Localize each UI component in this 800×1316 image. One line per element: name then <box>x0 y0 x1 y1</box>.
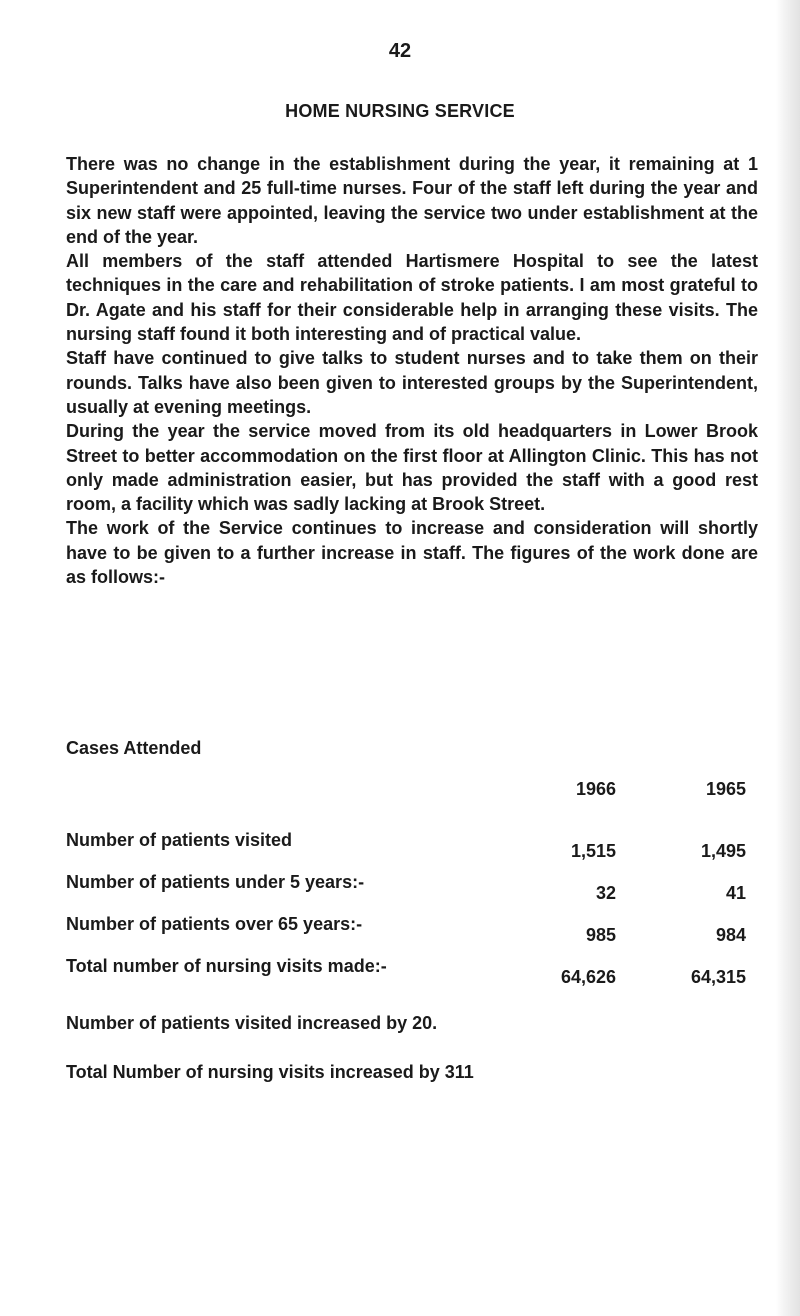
cases-attended-table <box>66 779 746 998</box>
page-number: 42 <box>388 40 412 62</box>
row-label: Number of patients under 5 years:- <box>66 872 365 892</box>
page-title: HOME NURSING SERVICE <box>285 101 515 121</box>
value-1965: 1,495 <box>700 840 746 861</box>
paragraph-headquarters: During the year the service moved from its old headquarters in Lower Brook Street to better accommodation on the first floor at Allington Clinic. This has not only made administration easier, but has provided the staff with a good rest room, a facility which was sadly lacking at Brook Street. <box>66 421 758 515</box>
note-patients-increase: Number of patients visited increased by 20. <box>66 1013 438 1033</box>
table-row <box>66 914 746 956</box>
cases-attended-title: Cases Attended <box>66 738 202 758</box>
row-label: Number of patients visited <box>66 830 293 850</box>
value-1965: 41 <box>725 882 746 903</box>
table-row <box>66 830 746 872</box>
note-visits-increase: Total Number of nursing visits increased by 311 <box>66 1062 474 1082</box>
body-text <box>66 152 758 589</box>
value-1966: 32 <box>595 882 616 903</box>
value-1965: 64,315 <box>690 966 746 987</box>
value-1966: 985 <box>585 924 616 945</box>
row-label: Total number of nursing visits made:- <box>66 956 387 976</box>
row-label: Number of patients over 65 years:- <box>66 914 363 934</box>
paragraph-hospital-visit: All members of the staff attended Hartismere Hospital to see the latest techniques in the care and rehabilitation of stroke patients. I am most grateful to Dr. Agate and his staff for their considerable help in arranging these visits. The nursing staff found it both interesting and of practical value. <box>66 251 758 345</box>
value-1966: 1,515 <box>570 840 616 861</box>
table-row <box>66 872 746 914</box>
column-header-1965: 1965 <box>705 779 746 799</box>
column-header-1966: 1966 <box>575 779 616 799</box>
paragraph-workload: The work of the Service continues to increase and consideration will shortly have to be given to a further increase in staff. The figures of the work done are as follows:- <box>66 518 758 588</box>
value-1965: 984 <box>715 924 746 945</box>
table-header-label <box>66 779 496 823</box>
table-header-row <box>66 779 746 823</box>
page-edge <box>776 0 800 1316</box>
paragraph-establishment: There was no change in the establishment during the year, it remaining at 1 Superintendent and 25 full-time nurses. Four of the staff left during the year and six new staff were appointed, leaving the service two under establishment at the end of the year. <box>66 154 758 247</box>
paragraph-talks: Staff have continued to give talks to student nurses and to take them on their rounds. Talks have also been given to interested groups by the Superintendent, usually at evening meetings. <box>66 348 758 417</box>
value-1966: 64,626 <box>560 966 616 987</box>
table-row <box>66 956 746 998</box>
